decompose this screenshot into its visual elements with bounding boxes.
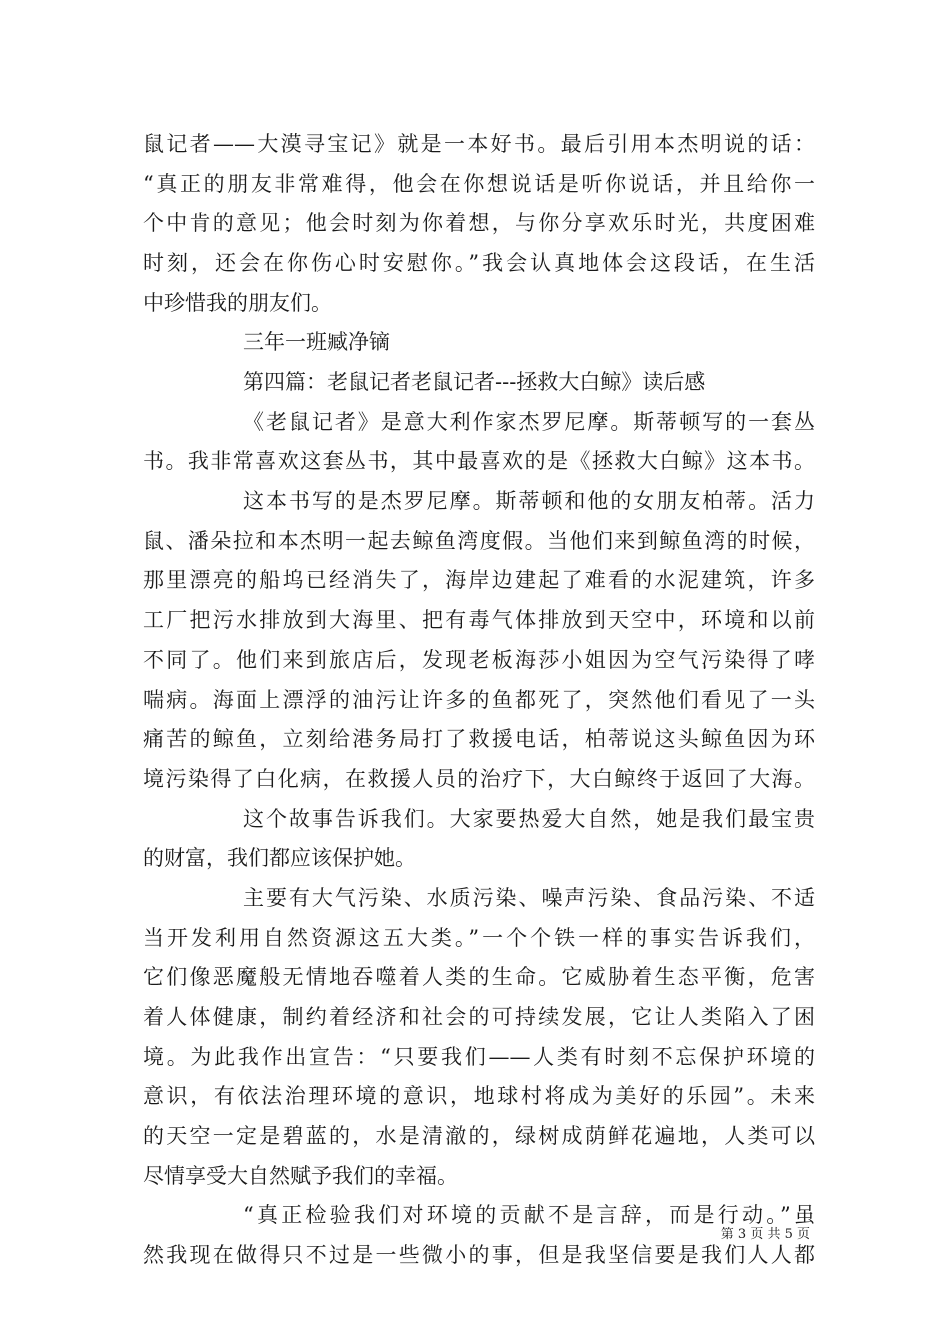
paragraph-line: 主要有大气污染、水质污染、噪声污染、食品污染、不适	[243, 886, 815, 910]
author-signature: 三年一班臧净镝	[243, 330, 390, 354]
paragraph-line: 这个故事告诉我们。大家要热爱大自然，她是我们最宝贵	[243, 807, 815, 831]
paragraph-line: 书。我非常喜欢这套丛书，其中最喜欢的是《拯救大白鲸》这本书。	[143, 449, 815, 473]
paragraph-line: 它们像恶魔般无情地吞噬着人类的生命。它威胁着生态平衡，危害	[143, 965, 815, 989]
paragraph-line: “真正的朋友非常难得，他会在你想说话是听你说话，并且给你一	[143, 172, 815, 196]
paragraph-line: 的天空一定是碧蓝的，水是清澈的，绿树成荫鲜花遍地，人类可以	[143, 1124, 815, 1148]
paragraph-line: 喘病。海面上漂浮的油污让许多的鱼都死了，突然他们看见了一头	[143, 688, 815, 712]
paragraph-line: “真正检验我们对环境的贡献不是言辞，而是行动。”虽	[243, 1203, 815, 1227]
paragraph-line: 时刻，还会在你伤心时安慰你。”我会认真地体会这段话，在生活	[143, 251, 815, 275]
paragraph-line: 着人体健康，制约着经济和社会的可持续发展，它让人类陷入了困	[143, 1005, 815, 1029]
paragraph-line: 不同了。他们来到旅店后，发现老板海莎小姐因为空气污染得了哮	[143, 648, 815, 672]
paragraph-line: 工厂把污水排放到大海里、把有毒气体排放到天空中，环境和以前	[143, 608, 815, 632]
paragraph-line: 这本书写的是杰罗尼摩。斯蒂顿和他的女朋友柏蒂。活力	[243, 489, 815, 513]
paragraph-line: 当开发利用自然资源这五大类。”一个个铁一样的事实告诉我们，	[143, 926, 815, 950]
paragraph-line: 鼠、潘朵拉和本杰明一起去鲸鱼湾度假。当他们来到鲸鱼湾的时候，	[143, 529, 815, 553]
paragraph-line: 《老鼠记者》是意大利作家杰罗尼摩。斯蒂顿写的一套丛	[243, 410, 815, 434]
paragraph-line: 尽情享受大自然赋予我们的幸福。	[143, 1164, 458, 1188]
section-heading: 第四篇：老鼠记者老鼠记者---拯救大白鲸》读后感	[243, 370, 706, 394]
paragraph-line: 鼠记者——大漠寻宝记》就是一本好书。最后引用本杰明说的话：	[143, 132, 815, 156]
paragraph-line: 境。为此我作出宣告：“只要我们——人类有时刻不忘保护环境的	[143, 1045, 815, 1069]
paragraph-line: 然我现在做得只不过是一些微小的事，但是我坚信要是我们人人都	[143, 1243, 815, 1267]
paragraph-line: 痛苦的鲸鱼，立刻给港务局打了救援电话，柏蒂说这头鲸鱼因为环	[143, 727, 815, 751]
paragraph-line: 中珍惜我的朋友们。	[143, 291, 332, 315]
paragraph-line: 的财富，我们都应该保护她。	[143, 846, 416, 870]
paragraph-line: 境污染得了白化病，在救援人员的治疗下，大白鲸终于返回了大海。	[143, 767, 815, 791]
paragraph-line: 个中肯的意见；他会时刻为你着想，与你分享欢乐时光，共度困难	[143, 211, 815, 235]
paragraph-line: 意识，有依法治理环境的意识，地球村将成为美好的乐园”。未来	[143, 1084, 815, 1108]
paragraph-line: 那里漂亮的船坞已经消失了，海岸边建起了难看的水泥建筑，许多	[143, 568, 815, 592]
page-number: 第 3 页 共 5 页	[720, 1227, 810, 1242]
